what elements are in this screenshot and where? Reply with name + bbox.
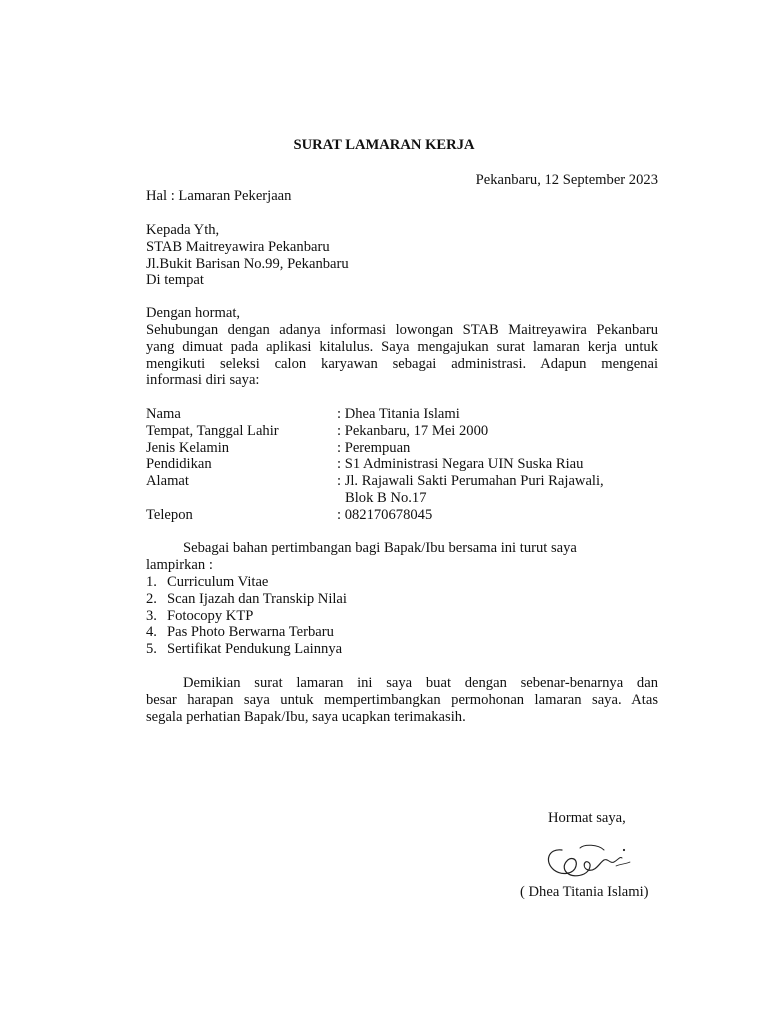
list-number: 1. [146,574,157,590]
info-label [146,490,337,507]
info-row-birth [146,423,658,440]
list-text: Scan Ijazah dan Transkip Nilai [167,590,347,607]
recipient-line: STAB Maitreyawira Pekanbaru [146,238,330,255]
list-text: Pas Photo Berwarna Terbaru [167,624,334,641]
place-date: Pekanbaru, 12 September 2023 [475,172,658,188]
paragraph-line: segala perhatian Bapak/Ibu, saya ucapkan terimakasih. [146,708,466,725]
info-row-education [146,456,658,473]
info-value: Blok B No.17 [345,489,427,506]
info-row-name [146,406,658,423]
list-item [146,641,658,658]
list-number: 3. [146,607,157,624]
info-label: Nama [146,406,181,422]
paragraph-line: Demikian surat lamaran ini saya buat dengan sebenar-benarnya dan [183,675,658,691]
list-number: 2. [146,590,157,607]
list-text: Fotocopy KTP [167,607,254,624]
paragraph-line: lampirkan : [146,556,213,573]
attachment-intro [146,540,658,574]
list-item [146,624,658,641]
signature-image [540,840,636,884]
info-label: Pendidikan [146,456,212,473]
greeting [146,305,658,322]
info-value: : Perempuan [337,439,411,456]
info-value: : 082170678045 [337,506,433,523]
info-row-phone [146,507,658,524]
recipient-line: Di tempat [146,272,204,289]
letter-title: SURAT LAMARAN KERJA [293,137,475,153]
subject-line [146,188,658,205]
paragraph-line: mengikuti seleksi calon karyawan sebagai administrasi. Adapun mengenai [146,355,658,372]
info-label: Telepon [146,506,193,523]
info-row-address-cont [146,490,658,507]
intro-paragraph [146,322,658,389]
list-text: Curriculum Vitae [167,574,269,590]
paragraph-line: besar harapan saya untuk mempertimbangkan permohonan lamaran saya. Atas [146,691,658,708]
signer-name: ( Dhea Titania Islami) [520,884,649,900]
paragraph-line: Sehubungan dengan adanya informasi lowongan STAB Maitreyawira Pekanbaru [146,322,658,338]
info-row-gender [146,440,658,457]
recipient-block [146,222,658,289]
list-number: 5. [146,641,157,658]
paragraph-line: yang dimuat pada aplikasi kitalulus. Saya mengajukan surat lamaran kerja untuk [146,338,658,355]
closing-paragraph [146,675,658,725]
info-value: : Dhea Titania Islami [337,406,460,422]
info-row-address [146,473,658,490]
info-value: : Jl. Rajawali Sakti Perumahan Puri Rajawali, [337,473,604,490]
recipient-line: Kepada Yth, [146,222,220,238]
attachment-list [146,574,658,658]
info-value: : Pekanbaru, 17 Mei 2000 [337,422,489,439]
subject-text: Hal : Lamaran Pekerjaan [146,188,292,204]
closing-salutation: Hormat saya, [548,810,626,826]
personal-info-table [146,406,658,524]
paragraph-line: Sebagai bahan pertimbangan bagi Bapak/Ibu bersama ini turut saya [183,540,577,556]
info-label: Tempat, Tanggal Lahir [146,422,279,439]
list-item [146,574,658,591]
list-text: Sertifikat Pendukung Lainnya [167,641,343,658]
list-number: 4. [146,624,157,641]
greeting-text: Dengan hormat, [146,305,241,321]
paragraph-line: informasi diri saya: [146,372,260,389]
list-item [146,608,658,625]
list-item [146,591,658,608]
info-label: Alamat [146,473,189,490]
info-value: : S1 Administrasi Negara UIN Suska Riau [337,456,584,473]
recipient-line: Jl.Bukit Barisan No.99, Pekanbaru [146,255,349,272]
info-label: Jenis Kelamin [146,439,230,456]
